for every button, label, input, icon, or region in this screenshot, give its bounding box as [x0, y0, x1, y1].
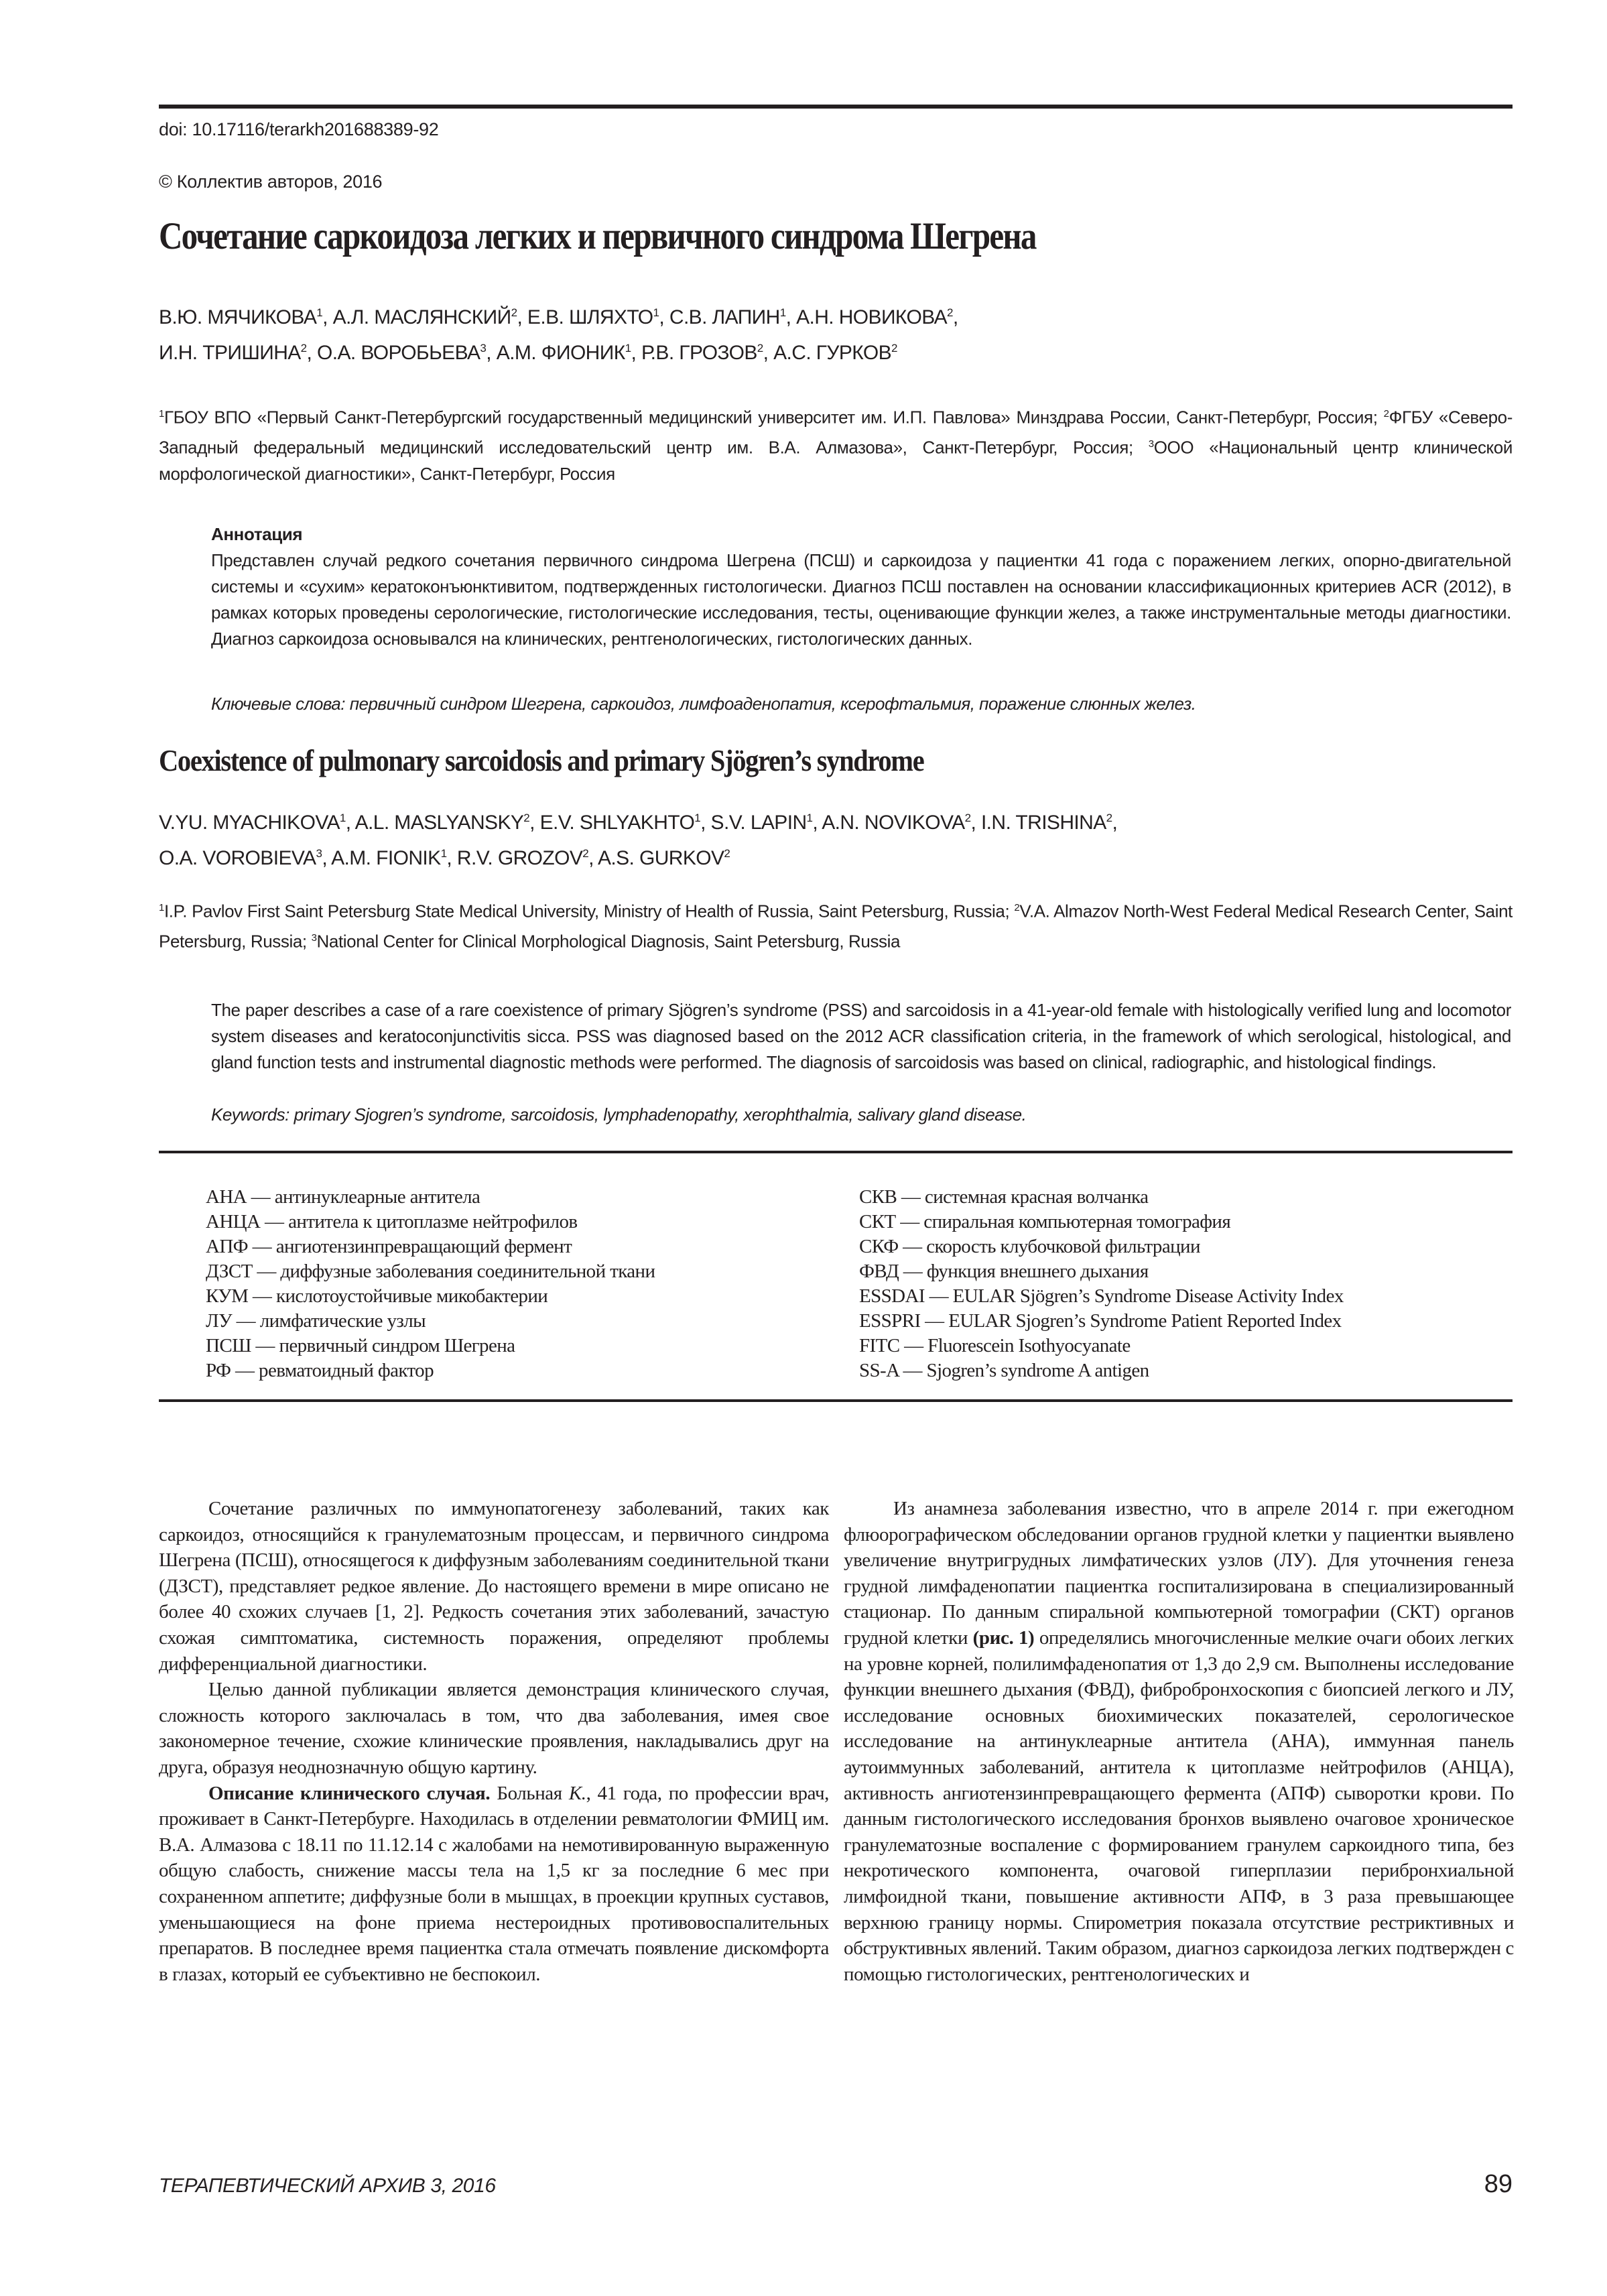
affiliation-marker: 2 [511, 306, 517, 319]
author-name: А.С. ГУРКОВ [773, 342, 891, 364]
affiliation-number: 1 [159, 902, 164, 913]
author-name: I.N. TRISHINA [980, 812, 1106, 834]
affiliation-marker: 2 [891, 342, 897, 355]
section-heading: Описание клинического случая. [208, 1782, 491, 1804]
affiliation-text: ФГБУ «Северо-Западный федеральный медицинский исследовательский центр им. В.А. Алмазова», Санкт-Петербург, Россия; [159, 407, 1513, 458]
affiliation-text: ГБОУ ВПО «Первый Санкт-Петербургский государственный медицинский университет им. И.П. Павлова» Минздрава России, Санкт-Петербург, Россия; [164, 407, 1384, 428]
author-name: S.V. LAPIN [710, 812, 807, 834]
abstract-text-ru: Представлен случай редкого сочетания первичного синдрома Шегрена (ПСШ) и саркоидоза у пациентки 41 года с поражением легких, опорно-двигательной системы и «сухим» кератоконъюнктивитом, подтвержденных гистологически. Диагноз ПСШ поставлен на основании классификационных критериев ACR (2012), в рамках которых проведены серологические, гистологические исследования, тесты, оценивающие функции желез, а также инструментальные методы диагностики. Диагноз саркоидоза основывался на клинических, рентгенологических, гистологических данных. [211, 550, 1511, 649]
affiliations-en [159, 895, 1513, 954]
abbreviation-item: СКТ — спиральная компьютерная томография [859, 1211, 1231, 1232]
abbreviation-item: ЛУ — лимфатические узлы [206, 1310, 426, 1332]
doi[interactable]: doi: 10.17116/terarkh201688389-92 [159, 119, 439, 139]
affiliation-marker: 1 [694, 812, 701, 824]
patient-initial: К. [568, 1782, 586, 1804]
abbreviations-rule-top [159, 1151, 1513, 1153]
affiliation-marker: 1 [806, 812, 813, 824]
author-name: О.А. ВОРОБЬЕВА [317, 342, 480, 364]
affiliation-text: I.P. Pavlov First Saint Petersburg State Medical University, Ministry of Health of Russia, Saint Petersburg, Russia; [164, 901, 1015, 921]
abbreviation-item: СКФ — скорость клубочковой фильтрации [859, 1236, 1200, 1257]
body-paragraph: Сочетание различных по иммунопатогенезу заболеваний, таких как саркоидоз, относящийся к гранулематозным процессам, и первичного синдрома Шегрена (ПСШ), относящегося к диффузным заболеваниям соединительной ткани (ДЗСТ), представляет редкое явление. До настоящего времени в мире описано не более 40 схожих случаев [1, 2]. Редкость сочетания этих заболеваний, зачастую схожая симптоматика, системность поражения, определяют проблемы дифференциальной диагностики. [159, 1498, 829, 1675]
abbreviation-item: РФ — ревматоидный фактор [206, 1360, 434, 1381]
author-name: R.V. GROZOV [456, 847, 583, 869]
body-column-left [159, 1496, 829, 1987]
affiliation-text: National Center for Clinical Morphological Diagnosis, Saint Petersburg, Russia [316, 931, 901, 952]
author-name: А.Л. МАСЛЯНСКИЙ [332, 306, 511, 328]
author-name: A.M. FIONIK [331, 847, 441, 869]
abbreviation-item: FITC — Fluorescein Isothyocyanate [859, 1335, 1131, 1356]
author-name: И.Н. ТРИШИНА [159, 342, 301, 364]
affiliation-number: 2 [1014, 902, 1020, 913]
affiliation-marker: 1 [316, 306, 323, 319]
abstract-ru [211, 521, 1511, 652]
copyright: © Коллектив авторов, 2016 [159, 172, 383, 192]
affiliation-marker: 1 [653, 306, 659, 319]
affiliation-marker: 1 [440, 847, 447, 860]
abbreviation-item: SS-A — Sjogren’s syndrome A antigen [859, 1360, 1149, 1381]
affiliation-marker: 2 [1106, 812, 1112, 824]
keywords-ru: Ключевые слова: первичный синдром Шегрена, саркоидоз, лимфоаденопатия, ксерофтальмия, поражение слюнных желез. [211, 694, 1196, 714]
affiliation-marker: 3 [480, 342, 487, 355]
affiliation-marker: 2 [964, 812, 971, 824]
article-title-ru: Сочетание саркоидоза легких и первичного синдрома Шегрена [159, 215, 1036, 257]
article-title-en: Coexistence of pulmonary sarcoidosis and primary Sjögren’s syndrome [159, 743, 924, 777]
author-name: А.М. ФИОНИК [496, 342, 625, 364]
affiliation-text: V.A. Almazov North-West Federal Medical Research Center, Saint Petersburg, Russia; [159, 901, 1513, 952]
affiliation-marker: 1 [779, 306, 786, 319]
author-name: А.Н. НОВИКОВА [796, 306, 948, 328]
abstract-text-en: The paper describes a case of a rare coexistence of primary Sjögren’s syndrome (PSS) and sarcoidosis in a 41-year-old female with histologically verified lung and locomotor system diseases and keratoconjunctivitis sicca. PSS was diagnosed based on the 2012 ACR classification criteria, in the framework of which serological, histological, and gland function tests and instrumental diagnostic methods were performed. The diagnosis of sarcoidosis was based on clinical, radiographic, and histological findings. [211, 1000, 1511, 1072]
affiliation-marker: 2 [300, 342, 307, 355]
author-name: В.Ю. МЯЧИКОВА [159, 306, 317, 328]
author-name: С.В. ЛАПИН [669, 306, 780, 328]
body-paragraph: Из анамнеза заболевания известно, что в апреле 2014 г. при ежегодном флюорографическом обследовании органов грудной клетки у пациентки выявлено увеличение внутригрудных лимфатических узлов (ЛУ). Для уточнения генеза грудной лимфаденопатии пациентка госпитализирована в специализированный стационар. По данным спиральной компьютерной томографии (СКТ) органов грудной клетки (рис. 1) определялись многочисленные мелкие очаги обоих легких на уровне корней, полилимфаденопатия от 1,3 до 2,9 см. Выполнены исследование функции внешнего дыхания (ФВД), фибробронхоскопия с биопсией легкого и ЛУ, исследование основных биохимических показателей, серологическое исследование на антинуклеарные антитела (АНА), иммунная панель аутоиммунных заболеваний, антитела к цитоплазме нейтрофилов (АНЦА), активность ангиотензинпревращающего фермента (АПФ) сыворотки крови. По данным гистологического исследования бронхов выявлено очаговое хроническое гранулематозные воспаление с формированием гранулем саркоидного типа, без некротического компонента, очаговой гиперплазии перибронхиальной лимфоидной ткани, повышение активности АПФ, в 3 раза превышающее верхнюю границу нормы. Спирометрия показала отсутствие рестриктивных и обструктивных явлений. Таким образом, диагноз саркоидоза легких подтвержден с помощью гистологических, рентгенологических и [844, 1498, 1514, 1985]
affiliation-marker: 2 [724, 847, 730, 860]
affiliation-marker: 2 [947, 306, 953, 319]
author-name: Р.В. ГРОЗОВ [641, 342, 757, 364]
abbreviation-item: ESSDAI — EULAR Sjögren’s Syndrome Disease Activity Index [859, 1285, 1344, 1307]
author-name: A.S. GURKOV [597, 847, 724, 869]
figure-reference[interactable]: (рис. 1) [972, 1627, 1035, 1649]
abbreviation-item: АНА — антинуклеарные антитела [206, 1186, 480, 1208]
footer-journal-name: ТЕРАПЕВТИЧЕСКИЙ АРХИВ 3, 2016 [159, 2175, 496, 2197]
affiliation-marker: 1 [625, 342, 631, 355]
author-name: E.V. SHLYAKHTO [539, 812, 695, 834]
affiliation-marker: 1 [339, 812, 346, 824]
authors-ru: В.Ю. МЯЧИКОВА$^1$, А.Л. МАСЛЯНСКИЙ$^2$, Е.В. ШЛЯХТО$^1$, С.В. ЛАПИН$^1$, А.Н. НОВИКОВА$^2$, И.Н. ТРИШИНА$^2$, О.А. ВОРОБЬЕВА$^3$, А.М. ФИОНИК$^1$, Р.В. ГРОЗОВ$^2$, А.С. ГУРКОВ$^2$ [159, 306, 958, 364]
affiliation-number: 3 [1148, 438, 1154, 450]
author-name: V.YU. MYACHIKOVA [159, 812, 340, 834]
affiliation-number: 1 [159, 408, 164, 420]
abbreviation-item: АНЦА — антитела к цитоплазме нейтрофилов [206, 1211, 578, 1232]
page-number: 89 [1484, 2170, 1513, 2198]
abbreviation-item: ДЗСТ — диффузные заболевания соединительной ткани [206, 1261, 655, 1282]
affiliation-marker: 2 [523, 812, 530, 824]
author-name: O.A. VOROBIEVA [159, 847, 316, 869]
abstract-en [211, 997, 1511, 1076]
abbreviation-item: ПСШ — первичный синдром Шегрена [206, 1335, 515, 1356]
affiliation-number: 3 [311, 932, 317, 944]
author-name: A.L. MASLYANSKY [355, 812, 524, 834]
affiliation-text: ООО «Национальный центр клинической морфологической диагностики», Санкт-Петербург, Россия [159, 437, 1513, 485]
affiliation-marker: 2 [582, 847, 589, 860]
abbreviation-item: КУМ — кислотоустойчивые микобактерии [206, 1285, 548, 1307]
abbreviations-rule-bottom [159, 1399, 1513, 1402]
abbreviation-item: СКВ — системная красная волчанка [859, 1186, 1149, 1208]
affiliation-marker: 2 [757, 342, 763, 355]
abbreviation-item: ФВД — функция внешнего дыхания [859, 1261, 1149, 1282]
affiliation-number: 2 [1383, 408, 1389, 420]
abstract-heading: Аннотация [211, 524, 303, 544]
authors-en: V.YU. MYACHIKOVA$^1$, A.L. MASLYANSKY$^2$, E.V. SHLYAKHTO$^1$, S.V. LAPIN$^1$, A.N. NOVIKOVA$^2$, I.N. TRISHINA$^2$, O.A. VOROBIEVA$^3$, A.M. FIONIK$^1$, R.V. GROZOV$^2$, A.S. GURKOV$^2$ [159, 812, 1118, 869]
author-name: A.N. NOVIKOVA [822, 812, 965, 834]
abbreviation-item: АПФ — ангиотензинпревращающий фермент [206, 1236, 572, 1257]
affiliation-marker: 3 [316, 847, 322, 860]
body-column-right [844, 1496, 1514, 1987]
abbreviations-left [206, 1185, 655, 1383]
header-rule [159, 105, 1513, 109]
body-paragraph: Целью данной публикации является демонстрация клинического случая, сложность которого заключалась в том, что два заболевания, имея свое закономерное течение, схожие клинические проявления, накладывались друг на друга, образуя неоднозначную общую картину. [159, 1679, 829, 1778]
abbreviation-item: ESSPRI — EULAR Sjogren’s Syndrome Patient Reported Index [859, 1310, 1342, 1332]
abbreviations-right [859, 1185, 1344, 1383]
affiliations-ru [159, 401, 1513, 487]
keywords-en: Keywords: primary Sjogren’s syndrome, sarcoidosis, lymphadenopathy, xerophthalmia, salivary gland disease. [211, 1104, 1027, 1125]
author-name: Е.В. ШЛЯХТО [527, 306, 653, 328]
body-paragraph: Описание клинического случая. Больная К., 41 года, по профессии врач, проживает в Санкт-Петербурге. Находилась в отделении ревматологии ФМИЦ им. В.А. Алмазова с 18.11 по 11.12.14 с жалобами на немотивированную выраженную общую слабость, снижение массы тела на 1,5 кг за последние 6 мес при сохраненном аппетите; диффузные боли в мышцах, в проекции крупных суставов, уменьшающиеся на фоне приема нестероидных противовоспалительных препаратов. В последнее время пациентка стала отмечать появление дискомфорта в глазах, который ее субъективно не беспокоил. [159, 1782, 829, 1985]
